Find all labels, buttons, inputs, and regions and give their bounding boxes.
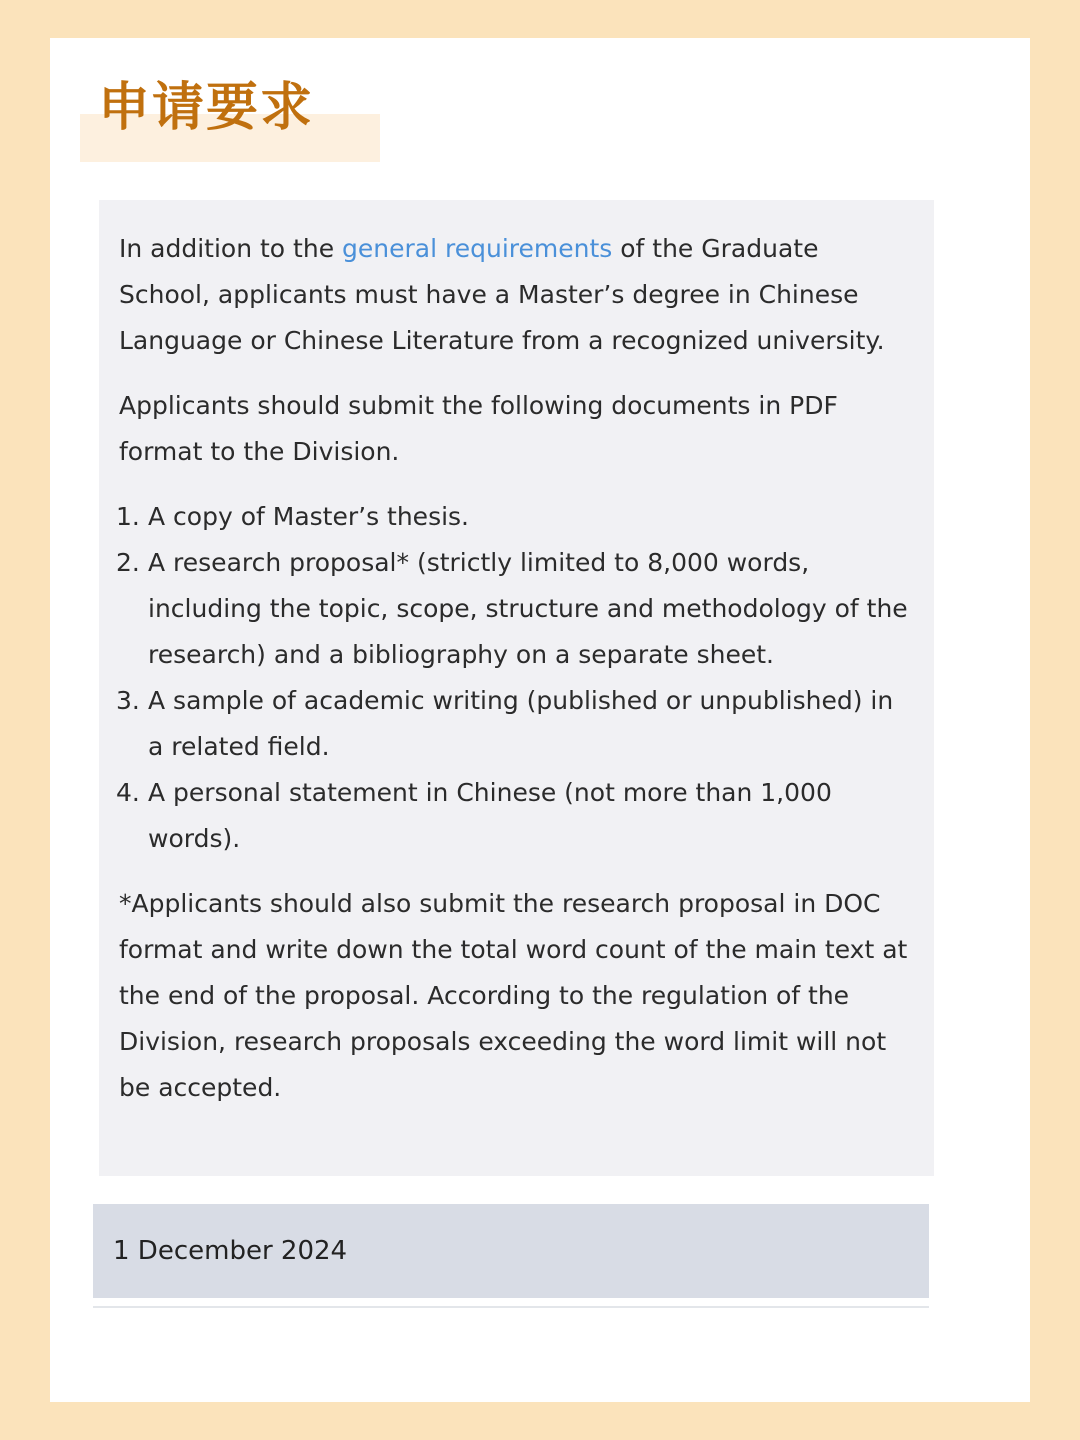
list-item-text: A personal statement in Chinese (not more than 1,000 words). [148,778,832,853]
list-item [116,540,914,678]
deadline-bar [93,1204,929,1298]
deadline-date: 1 December 2024 [113,1236,348,1266]
list-item-number: 3. [116,686,140,715]
list-item [116,494,914,540]
general-requirements-link[interactable]: general requirements [342,234,613,263]
intro-text-start: In addition to the [119,234,343,263]
list-item [116,770,914,862]
documents-list [116,494,914,862]
page-title: 申请要求 [98,78,315,138]
divider [93,1306,929,1308]
list-item-number: 1. [116,502,140,531]
requirements-box [99,200,934,1176]
list-item-number: 4. [116,778,140,807]
intro-paragraph [119,226,914,364]
footnote: *Applicants should also submit the research proposal in DOC format and write down the total word count of the main text at the end of the proposal. According to the regulation of the Division, research proposals exceeding the word limit will not be accepted. [119,889,908,1102]
intro-text-end: of the Graduate School, applicants must have a Master’s degree in Chinese Language or Chinese Literature from a recognized university. [119,234,885,355]
list-item-text: A research proposal* (strictly limited to 8,000 words, including the topic, scope, structure and methodology of the research) and a bibliography on a separate sheet. [148,548,908,669]
list-item [116,678,914,770]
submit-instruction: Applicants should submit the following documents in PDF format to the Division. [119,391,838,466]
list-item-text: A copy of Master’s thesis. [148,502,470,531]
content-card [50,38,1030,1402]
list-item-number: 2. [116,548,140,577]
list-item-text: A sample of academic writing (published or unpublished) in a related field. [148,686,894,761]
